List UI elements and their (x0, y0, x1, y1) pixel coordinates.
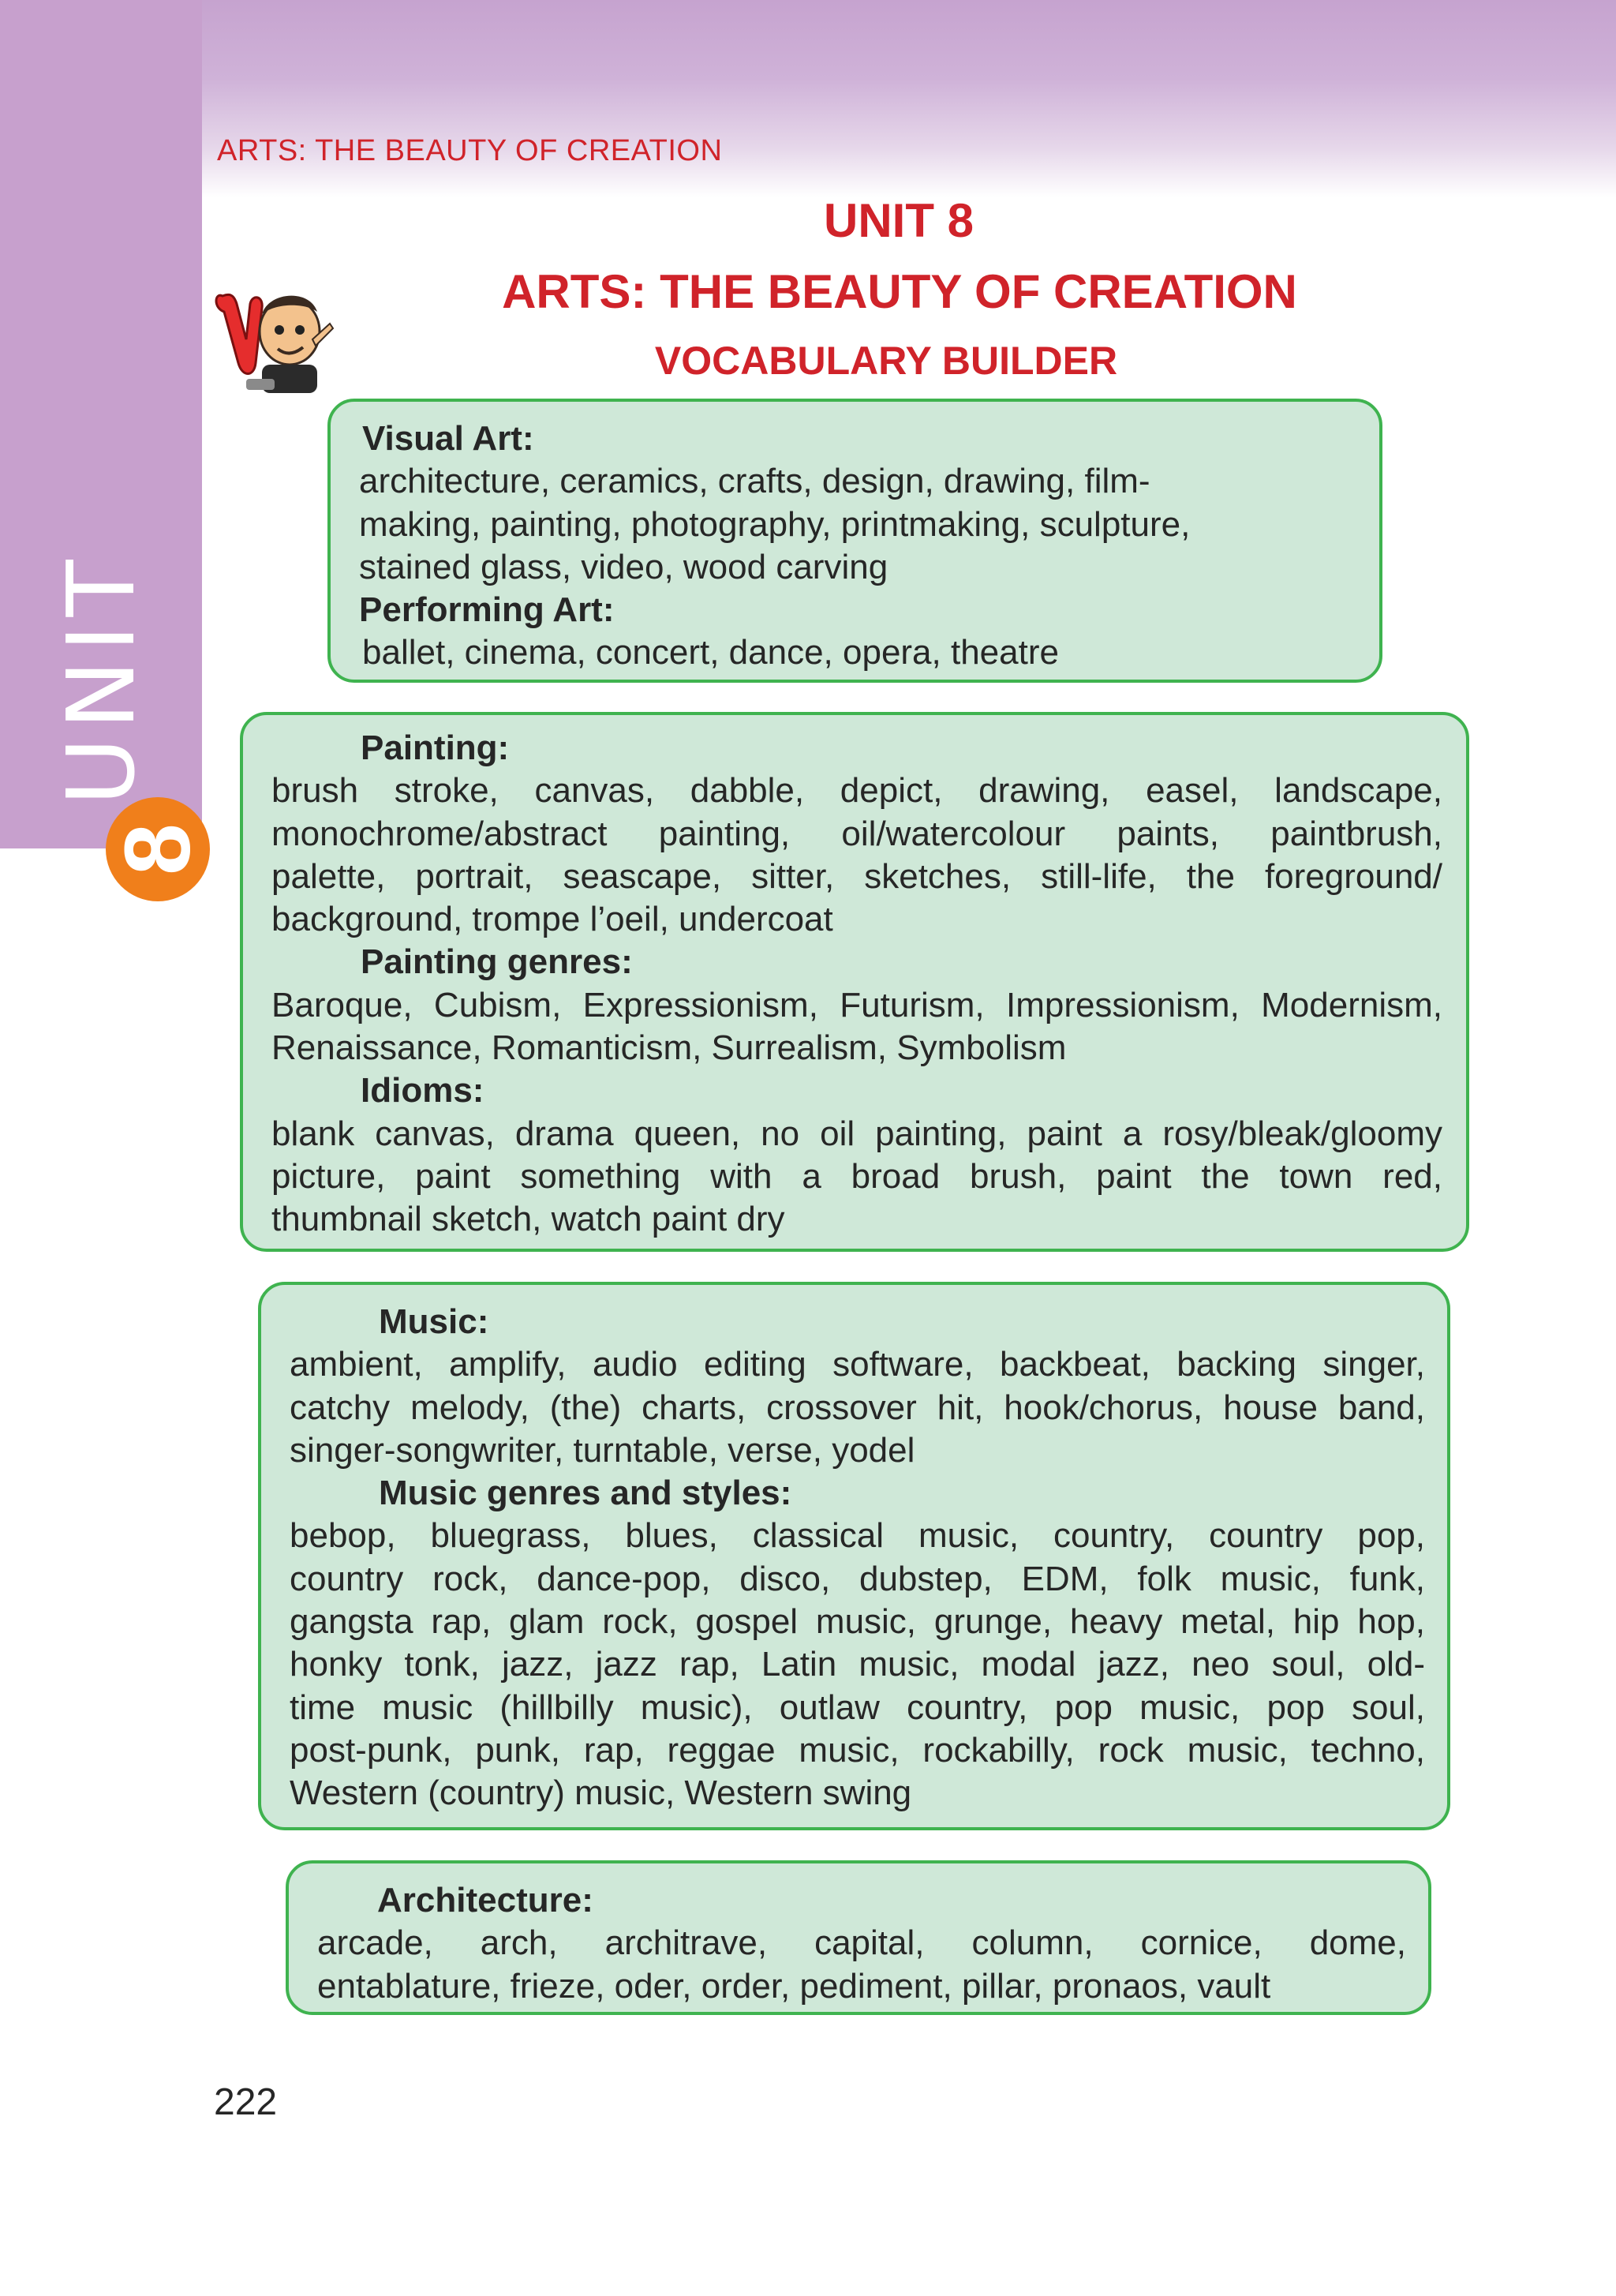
topic-title: ARTS: THE BEAUTY OF CREATION (502, 265, 1297, 318)
idioms-line: thumbnail sketch, watch paint dry (271, 1200, 785, 1239)
visual-art-box (327, 399, 1382, 683)
music-styles-heading: Music genres and styles: (379, 1474, 792, 1513)
performing-art-line: ballet, cinema, concert, dance, opera, theatre (362, 633, 1059, 672)
architecture-line: entablature, frieze, oder, order, pediment, pillar, pronaos, vault (317, 1966, 1271, 2006)
architecture-line: arcade, arch, architrave, capital, column, cornice, dome, (317, 1923, 1406, 1963)
music-styles-line: Western (country) music, Western swing (290, 1774, 912, 1813)
music-line: catchy melody, (the) charts, crossover hit, hook/chorus, house band, (290, 1388, 1425, 1427)
running-head: ARTS: THE BEAUTY OF CREATION (217, 134, 723, 167)
visual-art-heading: Visual Art: (362, 419, 534, 458)
visual-art-line: making, painting, photography, printmaking, sculpture, (359, 504, 1191, 544)
music-box (258, 1282, 1450, 1830)
visual-art-line: architecture, ceramics, crafts, design, drawing, film- (359, 462, 1150, 501)
music-styles-line: bebop, bluegrass, blues, classical music, country, country pop, (290, 1516, 1425, 1556)
painting-genres-heading: Painting genres: (361, 942, 633, 982)
vocabulary-mascot-icon (207, 276, 337, 399)
painting-genres-line: Renaissance, Romanticism, Surrealism, Symbolism (271, 1028, 1067, 1068)
music-styles-line: post-punk, punk, rap, reggae music, rockabilly, rock music, techno, (290, 1730, 1425, 1770)
unit-number: 8 (106, 823, 210, 875)
painting-heading: Painting: (361, 729, 510, 767)
music-styles-line: time music (hillbilly music), outlaw country, pop music, pop soul, (290, 1687, 1425, 1727)
music-line: ambient, amplify, audio editing software, backbeat, backing singer, (290, 1345, 1425, 1384)
section-title: VOCABULARY BUILDER (654, 339, 1118, 383)
architecture-heading: Architecture: (377, 1881, 593, 1920)
music-styles-line: gangsta rap, glam rock, gospel music, grunge, heavy metal, hip hop, (290, 1602, 1425, 1642)
idioms-line: blank canvas, drama queen, no oil painting, paint a rosy/bleak/gloomy (271, 1114, 1442, 1153)
side-tab (0, 0, 202, 848)
visual-art-line: stained glass, video, wood carving (359, 547, 888, 586)
painting-box (240, 712, 1469, 1252)
idioms-line: picture, paint something with a broad brush, paint the town red, (271, 1156, 1442, 1196)
painting-genres-line: Baroque, Cubism, Expressionism, Futurism, Impressionism, Modernism, (271, 985, 1442, 1024)
music-heading: Music: (379, 1302, 489, 1341)
page-number: 222 (214, 2081, 278, 2123)
idioms-heading: Idioms: (361, 1071, 484, 1111)
painting-line: monochrome/abstract painting, oil/watercolour paints, paintbrush, (271, 814, 1442, 853)
music-line: singer-songwriter, turntable, verse, yodel (290, 1430, 915, 1470)
performing-art-heading: Performing Art: (359, 590, 615, 630)
unit-title: UNIT 8 (823, 194, 974, 247)
architecture-box (286, 1860, 1431, 2015)
music-styles-line: honky tonk, jazz, jazz rap, Latin music, modal jazz, neo soul, old- (290, 1645, 1425, 1684)
painting-line: brush stroke, canvas, dabble, depict, drawing, easel, landscape, (271, 771, 1442, 811)
unit-number-badge (106, 797, 210, 901)
painting-line: palette, portrait, seascape, sitter, sketches, still-life, the foreground/ (271, 856, 1442, 896)
music-styles-line: country rock, dance-pop, disco, dubstep, EDM, folk music, funk, (290, 1559, 1425, 1598)
side-unit-label: UNIT (47, 552, 155, 806)
painting-line: background, trompe l’oeil, undercoat (271, 900, 833, 939)
